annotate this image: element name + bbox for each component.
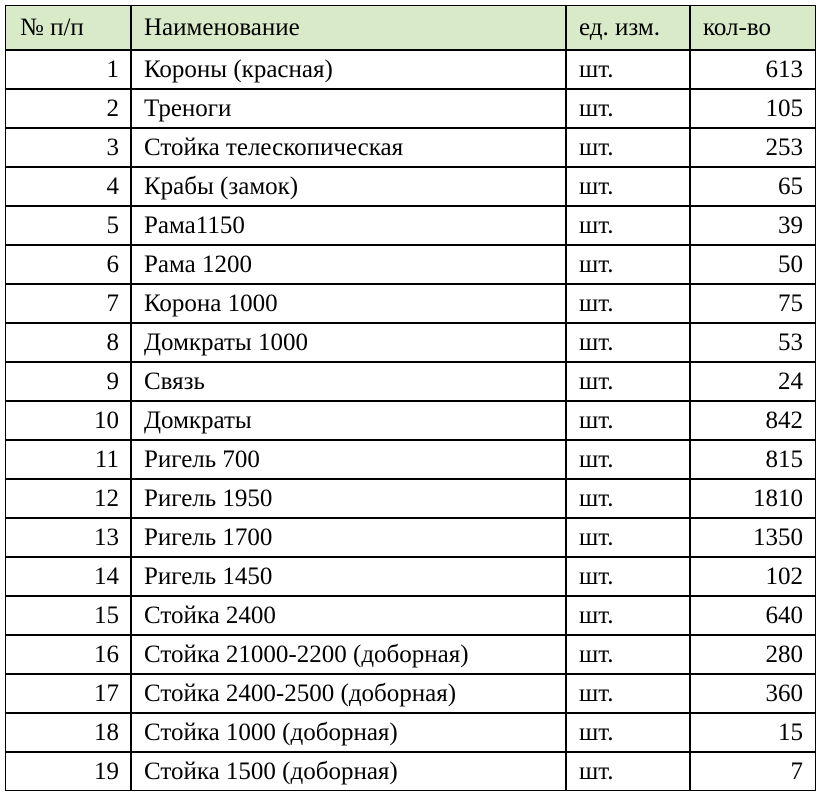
item-name: Крабы (замок) (131, 167, 566, 206)
unit-cell: шт. (566, 167, 690, 206)
table-row (5, 401, 816, 440)
item-name: Стойка 2400-2500 (доборная) (131, 674, 566, 713)
row-number: 18 (5, 713, 131, 752)
row-number: 16 (5, 635, 131, 674)
row-number: 12 (5, 479, 131, 518)
unit-cell: шт. (566, 401, 690, 440)
unit-cell: шт. (566, 362, 690, 401)
quantity-cell: 15 (690, 713, 816, 752)
unit-cell: шт. (566, 635, 690, 674)
header-name: Наименование (131, 5, 566, 50)
table-row (5, 89, 816, 128)
item-name: Домкраты (131, 401, 566, 440)
unit-cell: шт. (566, 284, 690, 323)
quantity-cell: 7 (690, 752, 816, 791)
quantity-cell: 253 (690, 128, 816, 167)
table-row (5, 479, 816, 518)
row-number: 5 (5, 206, 131, 245)
quantity-cell: 1350 (690, 518, 816, 557)
quantity-cell: 1810 (690, 479, 816, 518)
item-name: Ригель 1450 (131, 557, 566, 596)
header-num: № п/п (5, 5, 131, 50)
item-name: Рама 1200 (131, 245, 566, 284)
unit-cell: шт. (566, 713, 690, 752)
unit-cell: шт. (566, 245, 690, 284)
inventory-table (5, 5, 816, 791)
item-name: Ригель 1700 (131, 518, 566, 557)
unit-cell: шт. (566, 89, 690, 128)
table-row (5, 167, 816, 206)
row-number: 4 (5, 167, 131, 206)
table-row (5, 674, 816, 713)
row-number: 2 (5, 89, 131, 128)
table-row (5, 752, 816, 791)
quantity-cell: 640 (690, 596, 816, 635)
unit-cell: шт. (566, 518, 690, 557)
table-row (5, 557, 816, 596)
table-row (5, 284, 816, 323)
quantity-cell: 815 (690, 440, 816, 479)
row-number: 19 (5, 752, 131, 791)
table-row (5, 50, 816, 89)
row-number: 1 (5, 50, 131, 89)
table-row (5, 362, 816, 401)
unit-cell: шт. (566, 50, 690, 89)
unit-cell: шт. (566, 596, 690, 635)
unit-cell: шт. (566, 479, 690, 518)
table-row (5, 323, 816, 362)
row-number: 9 (5, 362, 131, 401)
quantity-cell: 842 (690, 401, 816, 440)
table-row (5, 440, 816, 479)
quantity-cell: 53 (690, 323, 816, 362)
quantity-cell: 24 (690, 362, 816, 401)
row-number: 10 (5, 401, 131, 440)
quantity-cell: 613 (690, 50, 816, 89)
unit-cell: шт. (566, 128, 690, 167)
quantity-cell: 360 (690, 674, 816, 713)
row-number: 6 (5, 245, 131, 284)
item-name: Домкраты 1000 (131, 323, 566, 362)
table-row (5, 245, 816, 284)
unit-cell: шт. (566, 323, 690, 362)
quantity-cell: 39 (690, 206, 816, 245)
row-number: 17 (5, 674, 131, 713)
unit-cell: шт. (566, 557, 690, 596)
table-body (5, 50, 816, 791)
header-unit: ед. изм. (566, 5, 690, 50)
unit-cell: шт. (566, 440, 690, 479)
row-number: 8 (5, 323, 131, 362)
row-number: 3 (5, 128, 131, 167)
quantity-cell: 102 (690, 557, 816, 596)
quantity-cell: 105 (690, 89, 816, 128)
row-number: 15 (5, 596, 131, 635)
item-name: Стойка 2400 (131, 596, 566, 635)
item-name: Короны (красная) (131, 50, 566, 89)
unit-cell: шт. (566, 206, 690, 245)
item-name: Треноги (131, 89, 566, 128)
quantity-cell: 280 (690, 635, 816, 674)
item-name: Стойка телескопическая (131, 128, 566, 167)
item-name: Корона 1000 (131, 284, 566, 323)
row-number: 13 (5, 518, 131, 557)
table-row (5, 128, 816, 167)
unit-cell: шт. (566, 674, 690, 713)
row-number: 14 (5, 557, 131, 596)
table-row (5, 518, 816, 557)
item-name: Стойка 1500 (доборная) (131, 752, 566, 791)
item-name: Стойка 21000-2200 (доборная) (131, 635, 566, 674)
item-name: Рама1150 (131, 206, 566, 245)
item-name: Ригель 700 (131, 440, 566, 479)
unit-cell: шт. (566, 752, 690, 791)
item-name: Стойка 1000 (доборная) (131, 713, 566, 752)
quantity-cell: 50 (690, 245, 816, 284)
table-row (5, 206, 816, 245)
header-qty: кол-во (690, 5, 816, 50)
header-row (5, 5, 816, 50)
table-header (5, 5, 816, 50)
table-row (5, 596, 816, 635)
table-row (5, 635, 816, 674)
table-row (5, 713, 816, 752)
item-name: Ригель 1950 (131, 479, 566, 518)
quantity-cell: 65 (690, 167, 816, 206)
row-number: 7 (5, 284, 131, 323)
row-number: 11 (5, 440, 131, 479)
quantity-cell: 75 (690, 284, 816, 323)
item-name: Связь (131, 362, 566, 401)
